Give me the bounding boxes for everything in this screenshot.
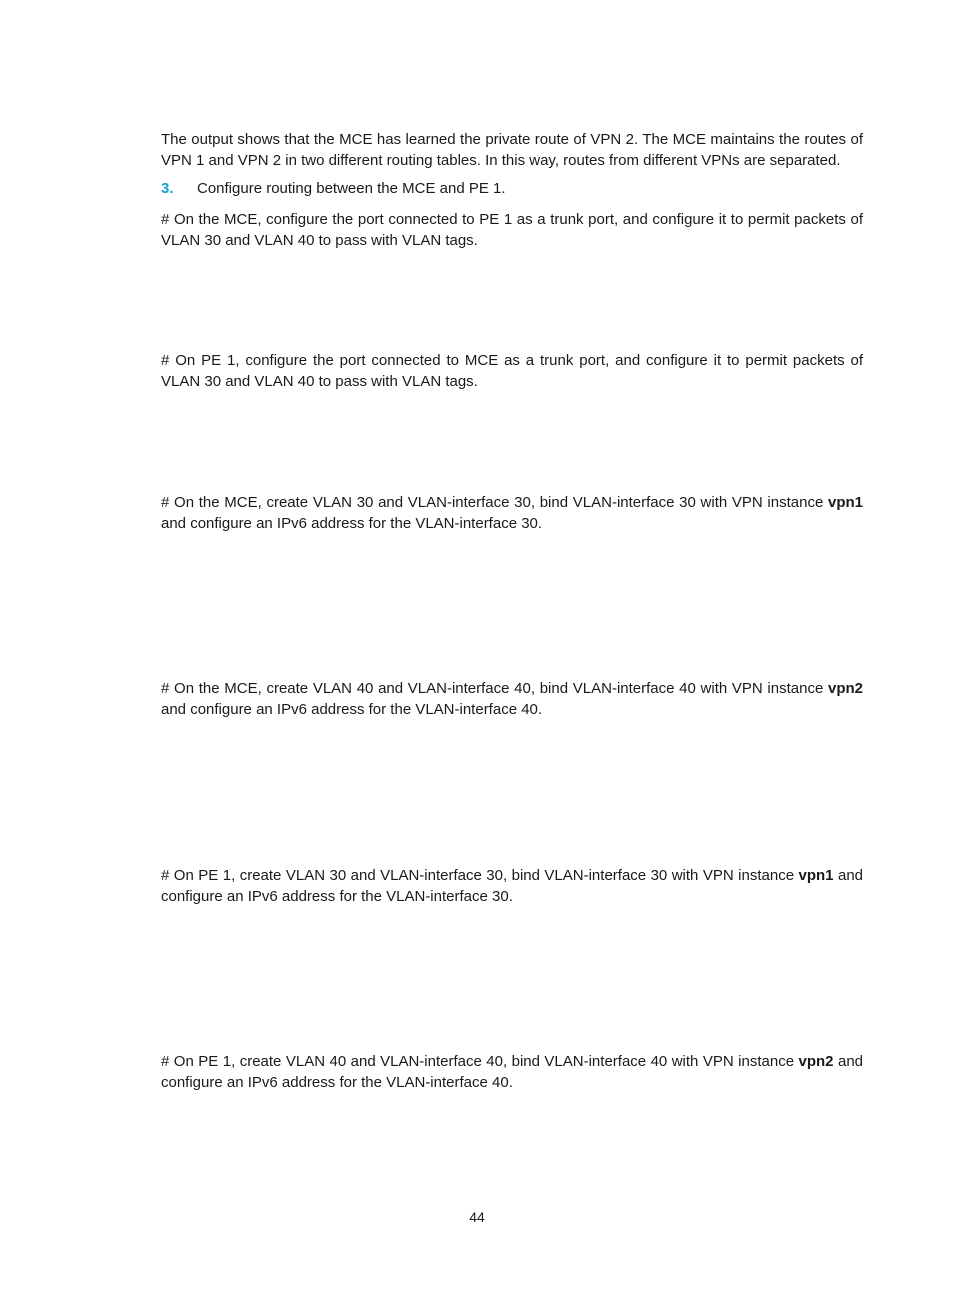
paragraph-mce-vlan40 [161,678,863,720]
vpn-instance-name: vpn1 [827,494,863,511]
paragraph-pe1-trunk-port: # On PE 1, configure the port connected to MCE as a trunk port, and configure it to permit packets of VLAN 30 and VLAN 40 to pass with VLAN tags. [161,352,863,390]
text-segment: and configure an IPv6 address for the VLAN-interface 40. [161,701,543,718]
text-segment: and configure an IPv6 address for the VLAN-interface 40. [161,1053,864,1091]
step-number: 3. [161,180,174,197]
text-segment: # On PE 1, create VLAN 30 and VLAN-interface 30, bind VLAN-interface 30 with VPN instance [161,867,799,884]
text-segment: and configure an IPv6 address for the VLAN-interface 30. [161,515,543,532]
step-text: Configure routing between the MCE and PE 1. [197,180,506,197]
vpn-instance-name: vpn2 [827,680,863,697]
paragraph-pe1-vlan30 [161,865,863,907]
paragraph-pe1-vlan40 [161,1051,863,1093]
vpn-instance-name: vpn2 [798,1053,834,1070]
paragraph-output-summary: The output shows that the MCE has learned the private route of VPN 2. The MCE maintains the routes of VPN 1 and VPN 2 in two different routing tables. In this way, routes from different VPNs are separated. [161,131,863,169]
text-segment: and configure an IPv6 address for the VLAN-interface 30. [161,867,864,905]
paragraph-mce-vlan30 [161,492,863,534]
step-3 [161,178,863,199]
paragraph-mce-trunk-port: # On the MCE, configure the port connected to PE 1 as a trunk port, and configure it to permit packets of VLAN 30 and VLAN 40 to pass with VLAN tags. [161,211,863,249]
text-segment: # On the MCE, create VLAN 40 and VLAN-interface 40, bind VLAN-interface 40 with VPN instance [161,680,828,697]
text-segment: # On the MCE, create VLAN 30 and VLAN-interface 30, bind VLAN-interface 30 with VPN instance [161,494,828,511]
text-segment: # On PE 1, create VLAN 40 and VLAN-interface 40, bind VLAN-interface 40 with VPN instance [161,1053,799,1070]
vpn-instance-name: vpn1 [798,867,834,884]
page-number: 44 [469,1209,485,1225]
